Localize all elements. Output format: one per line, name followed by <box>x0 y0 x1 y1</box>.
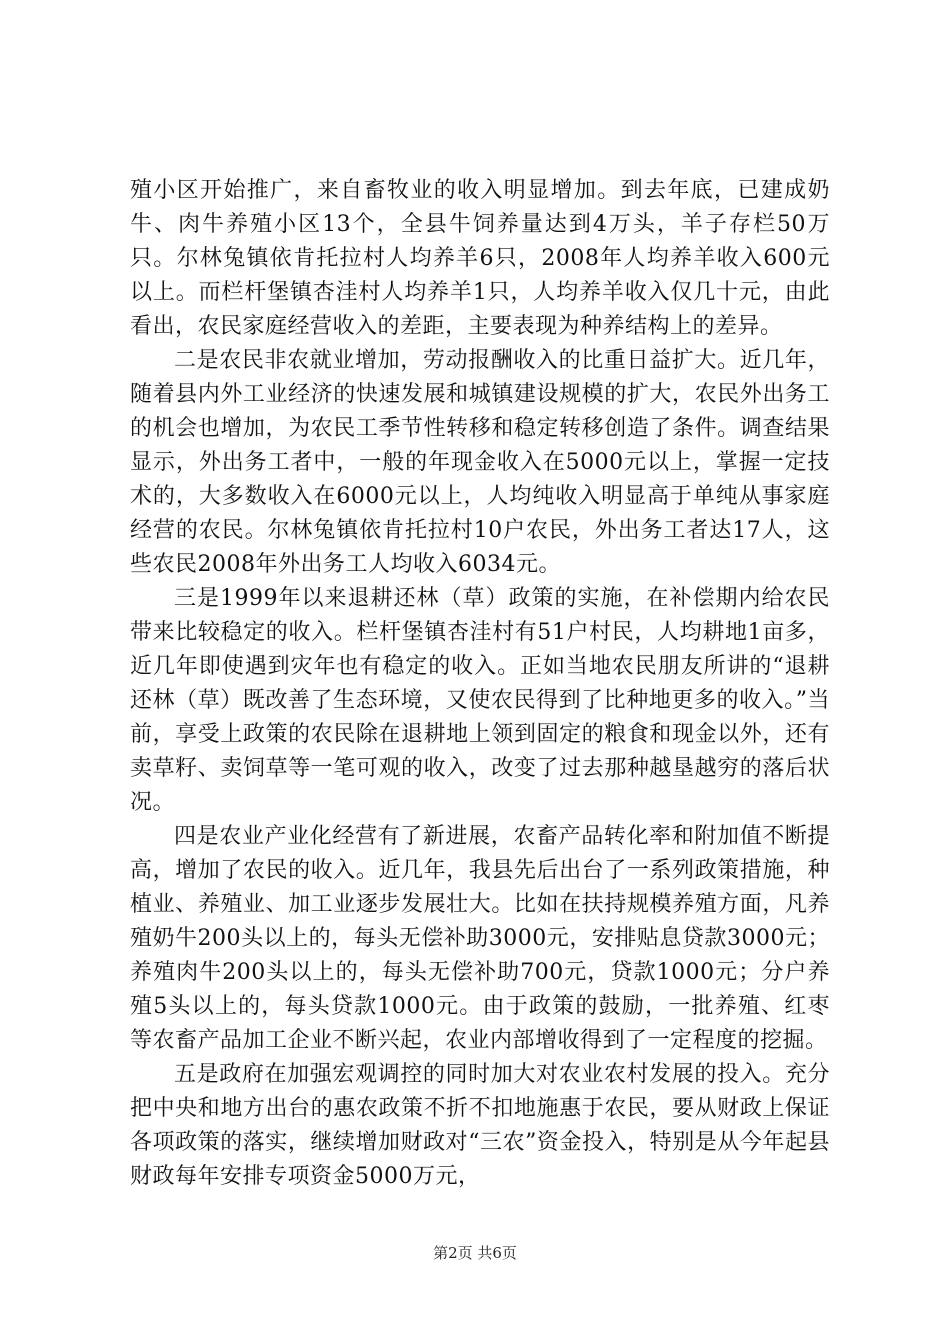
paragraph-industrialization: 四是农业产业化经营有了新进展，农畜产品转化率和附加值不断提高，增加了农民的收入。近几年，我县先后出台了一系列政策措施，种植业、养殖业、加工业逐步发展壮大。比如在扶持规模养殖方面，凡养殖奶牛200头以上的，每头无偿补助3000元，安排贴息贷款3000元；养殖肉牛200头以上的，每头无偿补助700元，贷款1000元；分户养殖5头以上的，每头贷款1000元。由于政策的鼓励，一批养殖、红枣等农畜产品加工企业不断兴起，农业内部增收得到了一定程度的挖掘。 <box>130 824 830 1053</box>
paragraph-nonfarm-employment: 二是农民非农就业增加，劳动报酬收入的比重日益扩大。近几年，随着县内外工业经济的快速发展和城镇建设规模的扩大，农民外出务工的机会也增加，为农民工季节性转移和稳定转移创造了条件。调查结果显示，外出务工者中，一般的年现金收入在5000元以上，掌握一定技术的，大多数收入在6000元以上，人均纯收入明显高于单纯从事家庭经营的农民。尔林兔镇依肯托拉村10户农民，外出务工者达17人，这些农民2008年外出务工人均收入6034元。 <box>130 348 830 577</box>
document-body <box>130 174 830 1194</box>
paragraph-grain-for-green: 三是1999年以来退耕还林（草）政策的实施，在补偿期内给农民带来比较稳定的收入。栏杆堡镇杏洼村有51户村民，人均耕地1亩多，近几年即使遇到灾年也有稳定的收入。正如当地农民朋友所讲的“退耕还林（草）既改善了生态环境，又使农民得到了比种地更多的收入。”当前，享受上政策的农民除在退耕地上领到固定的粮食和现金以外，还有卖草籽、卖饲草等一笔可观的收入，改变了过去那种越垦越穷的落后状况。 <box>130 586 830 815</box>
page-footer: 第2页 共6页 <box>433 1244 517 1262</box>
paragraph-livestock-income: 殖小区开始推广，来自畜牧业的收入明显增加。到去年底，已建成奶牛、肉牛养殖小区13个，全县牛饲养量达到4万头，羊子存栏50万只。尔林兔镇依肯托拉村人均养羊6只，2008年人均养羊收入600元以上。而栏杆堡镇杏洼村人均养羊1只，人均养羊收入仅几十元，由此看出，农民家庭经营收入的差距，主要表现为种养结构上的差异。 <box>130 178 830 339</box>
paragraph-government-investment: 五是政府在加强宏观调控的同时加大对农业农村发展的投入。充分把中央和地方出台的惠农政策不折不扣地施惠于农民，要从财政上保证各项政策的落实，继续增加财政对“三农”资金投入，特别是从今年起县财政每年安排专项资金5000万元， <box>130 1062 830 1189</box>
